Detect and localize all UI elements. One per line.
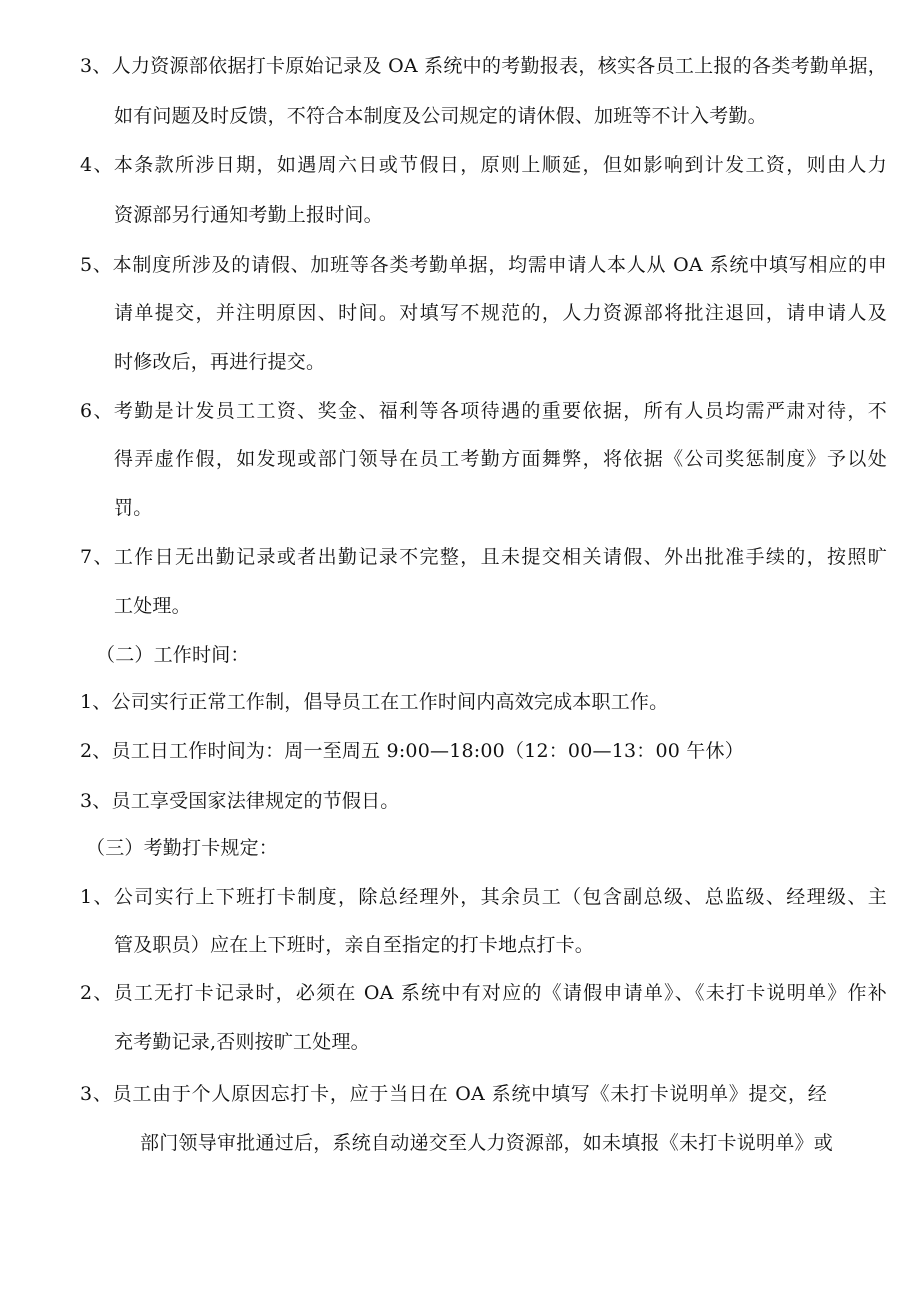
clock-in-item-2-line-1: 2、员工无打卡记录时，必须在 OA 系统中有对应的《请假申请单》、《未打卡说明单》作补: [80, 982, 887, 1004]
work-time-item-2: 2、员工日工作时间为：周一至周五 9:00—18:00（12：00—13：00 午休）: [80, 740, 744, 762]
clock-in-item-3-line-1: 3、员工由于个人原因忘打卡，应于当日在 OA 系统中填写《未打卡说明单》提交，经: [80, 1083, 827, 1105]
clock-in-item-2-line-2: 充考勤记录,否则按旷工处理。: [114, 1031, 370, 1053]
section-heading-work-time: （二）工作时间：: [96, 644, 250, 666]
item-3-line-2: 如有问题及时反馈，不符合本制度及公司规定的请休假、加班等不计入考勤。: [114, 105, 767, 127]
item-7-line-2: 工处理。: [114, 595, 191, 617]
item-6-line-2: 得弄虚作假，如发现或部门领导在员工考勤方面舞弊，将依据《公司奖惩制度》予以处: [114, 448, 887, 470]
clock-in-item-1-line-2: 管及职员）应在上下班时，亲自至指定的打卡地点打卡。: [114, 934, 595, 956]
item-6-line-3: 罚。: [114, 497, 153, 519]
item-5-line-3: 时修改后，再进行提交。: [114, 351, 326, 373]
clock-in-item-1-line-1: 1、公司实行上下班打卡制度，除总经理外，其余员工（包含副总级、总监级、经理级、主: [80, 886, 887, 908]
item-3-line-1: 3、人力资源部依据打卡原始记录及 OA 系统中的考勤报表，核实各员工上报的各类考勤单据，: [80, 55, 887, 77]
work-time-item-1: 1、公司实行正常工作制，倡导员工在工作时间内高效完成本职工作。: [80, 691, 669, 713]
item-7-line-1: 7、工作日无出勤记录或者出勤记录不完整，且未提交相关请假、外出批准手续的，按照旷: [80, 546, 887, 568]
item-5-line-2: 请单提交，并注明原因、时间。对填写不规范的，人力资源部将批注退回，请申请人及: [114, 302, 887, 324]
work-time-item-3: 3、员工享受国家法律规定的节假日。: [80, 790, 400, 812]
section-heading-clock-in: （三）考勤打卡规定：: [86, 837, 279, 859]
clock-in-item-3-line-2: 部门领导审批通过后，系统自动递交至人力资源部，如未填报《未打卡说明单》或: [140, 1132, 833, 1154]
item-4-line-2: 资源部另行通知考勤上报时间。: [114, 204, 383, 226]
item-5-line-1: 5、本制度所涉及的请假、加班等各类考勤单据，均需申请人本人从 OA 系统中填写相应的申: [80, 254, 887, 276]
item-6-line-1: 6、考勤是计发员工工资、奖金、福利等各项待遇的重要依据，所有人员均需严肃对待，不: [80, 400, 887, 422]
item-4-line-1: 4、本条款所涉日期，如遇周六日或节假日，原则上顺延，但如影响到计发工资，则由人力: [80, 154, 887, 176]
